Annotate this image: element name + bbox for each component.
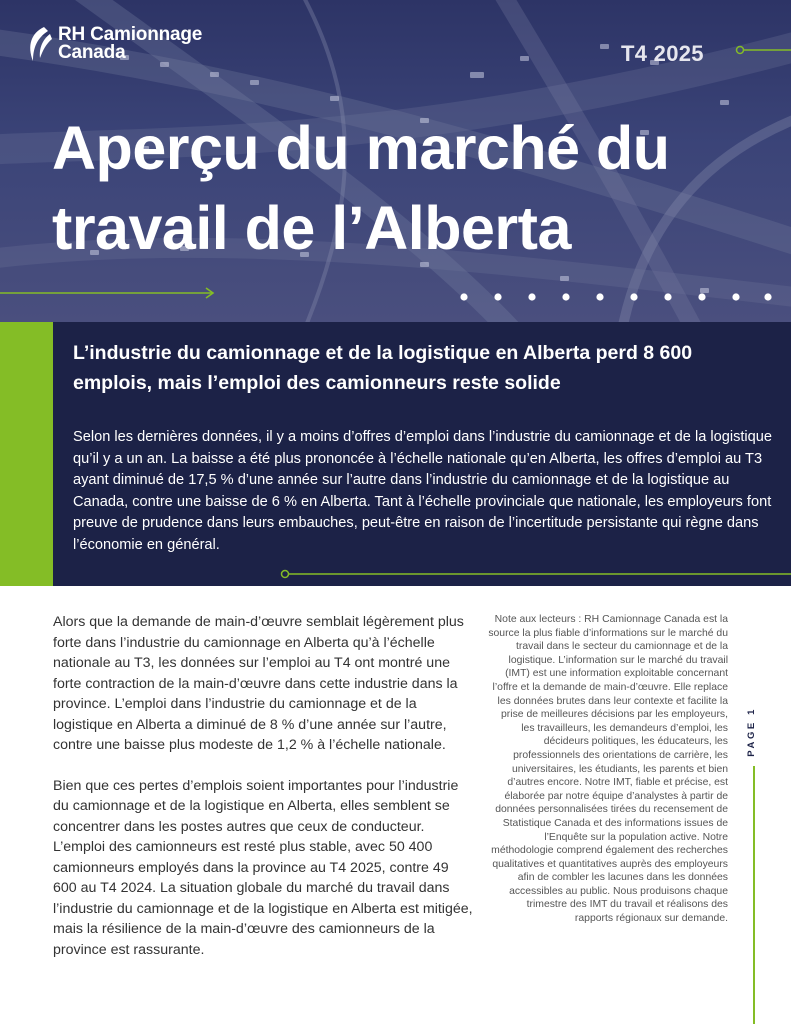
reader-note: Note aux lecteurs : RH Camionnage Canada est la source la plus fiable d’informations sur le marché du travail dans le secteur du camionnage et de la logistique. L’information sur le marché du travail (IMT) est une information exploitable concernant l’offre et la demande de main-d’œuvre. Elle replace les données brutes dans leur contexte et facilite la prise de meilleures décisions par les employeurs, les travailleurs, les demandeurs d’emploi, les décideurs politiques, les éducateurs, les professionnels des orientations de carrière, les universitaires, les étudiants, les parents et bien d’autres encore. Notre IMT, fiable et précise, est élaborée par notre équipe d’analystes à partir de données personnalisées tirées du recensement de Statistique Canada et des informations issues de l’Enquête sur la population active. Notre méthodologie comprend également des recherches qualitatives et quantitatives auprès des employeurs afin de combler les lacunes dans les données accessibles au public. Nous produisons chaque trimestre des IMT du travail et réalisons des rapports régionaux sur demande. [488, 614, 728, 925]
summary-heading: L’industrie du camionnage et de la logistique en Alberta perd 8 600 emplois, mais l’emploi des camionneurs reste solide [73, 342, 693, 394]
arrow-right-icon [0, 287, 216, 299]
green-accent-bar [0, 322, 53, 586]
summary-band [0, 322, 791, 586]
logo [24, 24, 202, 64]
logo-wordmark [58, 26, 202, 62]
logo-swoosh-icon [24, 24, 54, 64]
report-quarter: T4 2025 [621, 41, 704, 66]
page-number: PAGE 1 [746, 707, 757, 757]
article-paragraph-1: Alors que la demande de main-d’œuvre semblait légèrement plus forte dans l’industrie du camionnage en Alberta qu’à l’échelle nationale au T3, les données sur l’emploi au T4 ont montré une forte contraction de la main-d’œuvre dans cette industrie dans la province. L’emploi dans l’industrie du camionnage et de la logistique en Alberta a diminué de 8 % d’une année sur l’autre, contre une baisse plus modeste de 1,2 % à l’échelle nationale. [53, 614, 464, 753]
logo-line-1: RH Camionnage [58, 24, 203, 45]
main-article [53, 612, 473, 960]
summary-paragraph: Selon les dernières données, il y a moins d’offres d’emploi dans l’industrie du camionnage et de la logistique qu’il y a un an. La baisse a été plus prononcée à l’échelle nationale qu’en Alberta, les offres d’emploi au T3 ayant diminué de 17,5 % d’une année sur l’autre dans l’industrie du camionnage et de la logistique au Canada, contre une baisse de 6 % en Alberta. Tant à l’échelle provinciale que nationale, les employeurs font preuve de prudence dans leurs embauches, peut-être en raison de l’incertitude persistante qui règne dans l’économie en général. [73, 429, 773, 553]
logo-line-2: Canada [58, 42, 126, 63]
page-accent-line [753, 766, 755, 1024]
dot-decoration [458, 291, 778, 303]
page-title: Aperçu du marché du travail de l’Alberta [52, 114, 670, 262]
quarter-accent-line [734, 43, 791, 57]
article-paragraph-2: Bien que ces pertes d’emplois soient importantes pour l’industrie du camionnage et de la logistique en Alberta, elles semblent se concentrer dans les postes autres que ceux de conducteur. L’emploi des camionneurs est resté plus stable, avec 50 400 camionneurs employés dans la province au T4 2025, contre 49 600 au T4 2024. La situation globale du marché du travail dans l’industrie du camionnage et de la logistique en Alberta est mitigée, mais la résilience de la main-d’œuvre des camionneurs de la province est rassurante. [53, 777, 473, 958]
section-divider-line [278, 567, 791, 581]
hero-banner [0, 0, 791, 322]
